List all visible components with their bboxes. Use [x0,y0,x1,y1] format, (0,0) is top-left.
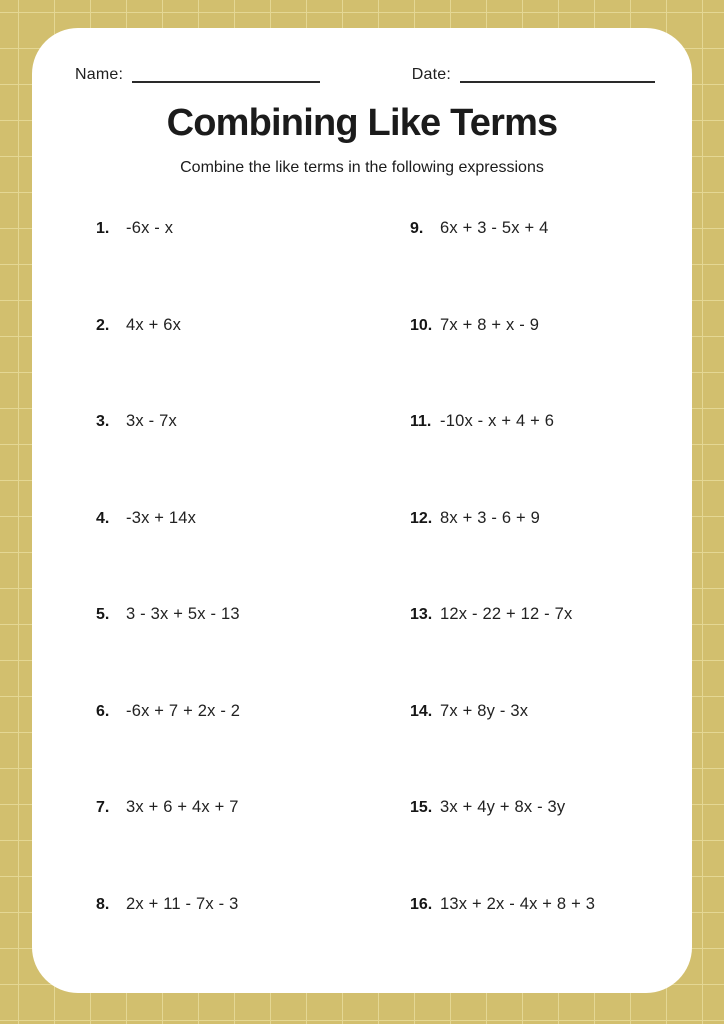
problem-item [96,604,410,625]
problem-item [96,411,410,432]
worksheet-card [32,28,692,993]
problem-item [410,411,666,432]
problem-number: 7. [96,799,110,816]
problem-expression: 3 - 3x + 5x - 13 [126,605,240,623]
name-underline [132,81,320,83]
problem-expression: 2x + 11 - 7x - 3 [126,894,239,913]
problem-item [410,797,666,818]
problem-expression: -6x + 7 + 2x - 2 [126,701,241,720]
problem-number: 2. [96,316,110,334]
name-label: Name: [75,66,124,83]
problem-expression: 13x + 2x - 4x + 8 + 3 [440,894,596,913]
problem-number: 1. [96,220,110,237]
problem-item [96,218,410,239]
problem-number: 12. [410,509,433,527]
problem-number: 10. [410,316,433,334]
problem-item [96,508,410,529]
problem-item [410,701,666,722]
problem-item [96,701,410,722]
problem-number: 15. [410,799,433,816]
problem-item [96,797,410,818]
problem-expression: 7x + 8 + x - 9 [440,315,540,334]
name-field [75,66,320,84]
problem-expression: -6x - x [126,219,174,237]
problem-expression: -3x + 14x [126,508,197,527]
problem-item [410,218,666,239]
problem-expression: 12x - 22 + 12 - 7x [440,605,573,623]
page-title: Combining Like Terms [166,102,558,144]
date-label: Date: [411,66,451,83]
problem-expression: 6x + 3 - 5x + 4 [440,219,549,237]
problem-expression: -10x - x + 4 + 6 [440,412,555,430]
problem-expression: 3x + 4y + 8x - 3y [440,798,566,816]
problem-number: 16. [410,895,433,913]
problem-number: 14. [410,702,433,720]
problem-expression: 7x + 8y - 3x [440,701,529,720]
problem-expression: 4x + 6x [126,315,182,334]
problem-item [410,508,666,529]
problem-number: 9. [410,220,424,237]
problem-item [410,604,666,625]
problem-item [410,894,666,915]
problem-number: 6. [96,702,110,720]
problem-item [410,315,666,336]
problem-number: 8. [96,895,110,913]
problem-number: 5. [96,606,110,623]
page-subtitle: Combine the like terms in the following expressions [180,159,544,176]
problem-number: 4. [96,509,110,527]
problem-expression: 8x + 3 - 6 + 9 [440,508,541,527]
date-underline [460,81,655,83]
problem-item [96,894,410,915]
problem-expression: 3x - 7x [126,412,177,430]
date-field [412,66,655,84]
problem-item [96,315,410,336]
name-date-row [75,66,655,84]
problem-number: 3. [96,413,110,430]
problems-grid [96,218,666,990]
problem-number: 11. [410,413,432,430]
problem-expression: 3x + 6 + 4x + 7 [126,798,239,816]
problem-number: 13. [410,606,433,623]
